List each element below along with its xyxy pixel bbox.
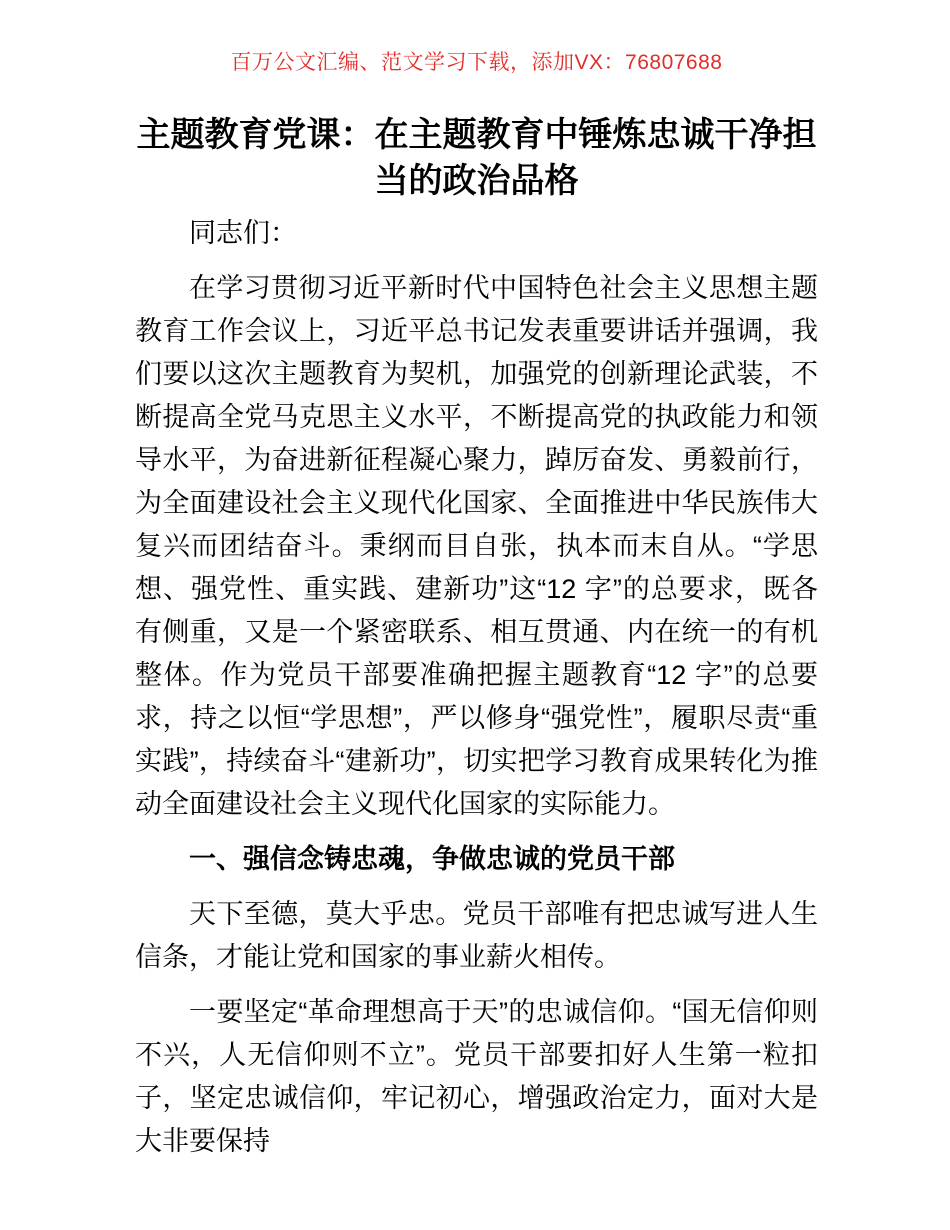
watermark-header-note: 百万公文汇编、范文学习下载，添加VX：76807688 — [230, 51, 723, 74]
section-1-paragraph-1: 天下至德，莫大乎忠。党员干部唯有把忠诚写进人生信条，才能让党和国家的事业薪火相传。 — [135, 899, 818, 972]
section-1-paragraph-2: 一要坚定“革命理想高于天”的忠诚信仰。“国无信仰则不兴，人无信仰则不立”。党员干部要扣好人生第一粒扣子，坚定忠诚信仰，牢记初心，增强政治定力，面对大是大非要保持 — [135, 997, 818, 1156]
salutation: 同志们： — [189, 218, 297, 248]
section-heading-1: 一、强信念铸忠魂，争做忠诚的党员干部 — [189, 844, 675, 874]
intro-paragraph: 在学习贯彻习近平新时代中国特色社会主义思想主题教育工作会议上，习近平总书记发表重要讲话并强调，我们要以这次主题教育为契机，加强党的创新理论武装，不断提高全党马克思主义水平，不断提高党的执政能力和领导水平，为奋进新征程凝心聚力，踔厉奋发、勇毅前行，为全面建设社会主义现代化国家、全面推进中华民族伟大复兴而团结奋斗。秉纲而目自张，执本而末自从。“学思想、强党性、重实践、建新功”这“12 字”的总要求，既各有侧重，又是一个紧密联系、相互贯通、内在统一的有机整体。作为党员干部要准确把握主题教育“12 字”的总要求，持之以恒“学思想”，严以修身“强党性”，履职尽责“重实践”，持续奋斗“建新功”，切实把学习教育成果转化为推动全面建设社会主义现代化国家的实际能力。 — [135, 273, 818, 819]
document-title: 主题教育党课：在主题教育中锤炼忠诚干净担当的政治品格 — [136, 116, 817, 200]
